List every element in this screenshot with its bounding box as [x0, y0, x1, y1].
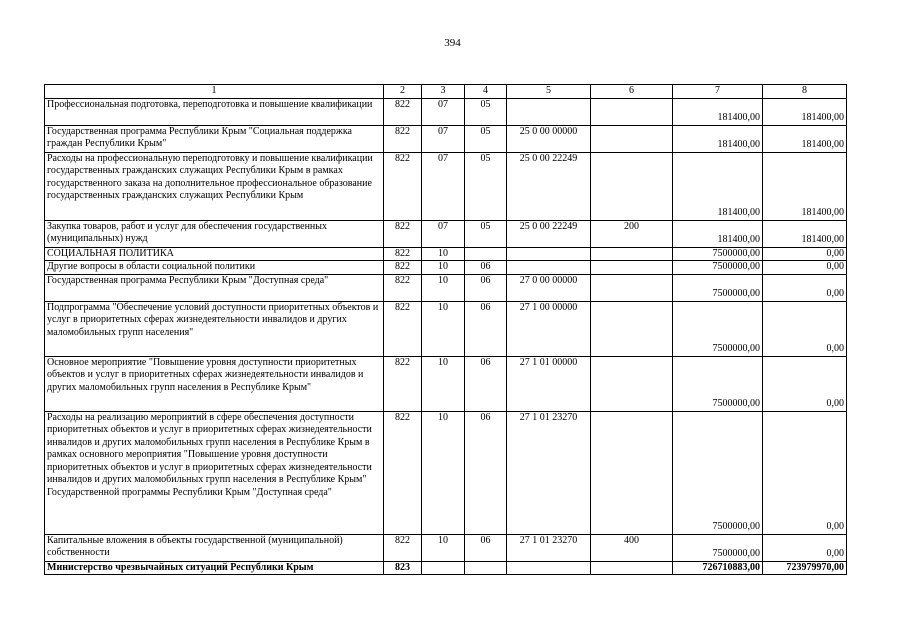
table-row [45, 98, 847, 125]
cell-col2: 822 [384, 247, 422, 261]
cell-col3: 07 [422, 98, 465, 125]
cell-col2: 822 [384, 152, 422, 220]
cell-col2: 822 [384, 261, 422, 275]
cell-col5: 27 0 00 00000 [507, 274, 591, 301]
cell-col5: 25 0 00 00000 [507, 125, 591, 152]
cell-col4: 05 [465, 125, 507, 152]
cell-col7: 181400,00 [673, 125, 763, 152]
cell-col2: 822 [384, 356, 422, 411]
cell-col8: 0,00 [763, 301, 847, 356]
cell-col3: 10 [422, 356, 465, 411]
row-name: Государственная программа Республики Крым "Социальная поддержка граждан Республики Крым" [45, 125, 384, 152]
table-row [45, 247, 847, 261]
cell-col7: 181400,00 [673, 152, 763, 220]
column-header: 7 [673, 85, 763, 99]
cell-col3 [422, 561, 465, 575]
table-row [45, 261, 847, 275]
cell-col2: 822 [384, 125, 422, 152]
cell-col3: 07 [422, 125, 465, 152]
row-name: Другие вопросы в области социальной политики [45, 261, 384, 275]
cell-col6 [591, 125, 673, 152]
cell-col7: 181400,00 [673, 220, 763, 247]
table-row-total [45, 561, 847, 575]
cell-col6 [591, 98, 673, 125]
cell-col4 [465, 561, 507, 575]
cell-col3: 10 [422, 301, 465, 356]
cell-col2: 822 [384, 411, 422, 534]
row-name: Основное мероприятие "Повышение уровня доступности приоритетных объектов и услуг в приоритетных сферах жизнедеятельности инвалидов и других маломобильных групп населения в Республике Крым" [45, 356, 384, 411]
cell-col2: 823 [384, 561, 422, 575]
row-name: Министерство чрезвычайных ситуаций Республики Крым [45, 561, 384, 575]
cell-col8: 181400,00 [763, 98, 847, 125]
row-name: Капитальные вложения в объекты государственной (муниципальной) собственности [45, 534, 384, 561]
cell-col5: 27 1 01 00000 [507, 356, 591, 411]
table-row [45, 534, 847, 561]
cell-col2: 822 [384, 534, 422, 561]
row-name: Расходы на реализацию мероприятий в сфере обеспечения доступности приоритетных объектов и услуг в приоритетных сферах жизнедеятельности инвалидов и других маломобильных групп населения в Республике Крым в рамках основного мероприятия "Повышение уровня доступности приоритетных объектов и услуг в приоритетных сферах жизнедеятельности инвалидов и других маломобильных групп населения в Республике Крым" Государственной программы Республики Крым "Доступная среда" [45, 411, 384, 534]
cell-col3: 10 [422, 261, 465, 275]
row-name: Подпрограмма "Обеспечение условий доступности приоритетных объектов и услуг в приоритетных сферах жизнедеятельности инвалидов и других маломобильных групп населения" [45, 301, 384, 356]
cell-col5: 27 1 01 23270 [507, 534, 591, 561]
cell-col6: 400 [591, 534, 673, 561]
cell-col4: 06 [465, 261, 507, 275]
column-header: 2 [384, 85, 422, 99]
cell-col8: 181400,00 [763, 220, 847, 247]
cell-col5: 27 1 00 00000 [507, 301, 591, 356]
cell-col8: 0,00 [763, 411, 847, 534]
table-row [45, 356, 847, 411]
cell-col5: 25 0 00 22249 [507, 220, 591, 247]
cell-col8: 0,00 [763, 247, 847, 261]
table-row [45, 411, 847, 534]
cell-col7: 726710883,00 [673, 561, 763, 575]
cell-col5 [507, 98, 591, 125]
cell-col3: 10 [422, 274, 465, 301]
cell-col6 [591, 261, 673, 275]
cell-col3: 07 [422, 220, 465, 247]
column-header: 1 [45, 85, 384, 99]
cell-col4: 05 [465, 152, 507, 220]
cell-col7: 7500000,00 [673, 356, 763, 411]
cell-col6: 200 [591, 220, 673, 247]
cell-col6 [591, 247, 673, 261]
cell-col4: 06 [465, 356, 507, 411]
row-name: Профессиональная подготовка, переподготовка и повышение квалификации [45, 98, 384, 125]
row-name: Расходы на профессиональную переподготовку и повышение квалификации государственных гражданских служащих Республики Крым в рамках государственного заказа на дополнительное профессиональное образование государственных гражданских служащих Республики Крым [45, 152, 384, 220]
table-row [45, 152, 847, 220]
cell-col8: 0,00 [763, 534, 847, 561]
column-header: 4 [465, 85, 507, 99]
cell-col8: 723979970,00 [763, 561, 847, 575]
row-name: СОЦИАЛЬНАЯ ПОЛИТИКА [45, 247, 384, 261]
cell-col4: 05 [465, 220, 507, 247]
cell-col8: 0,00 [763, 261, 847, 275]
table-row [45, 301, 847, 356]
cell-col7: 7500000,00 [673, 261, 763, 275]
cell-col6 [591, 561, 673, 575]
column-header: 6 [591, 85, 673, 99]
column-header: 8 [763, 85, 847, 99]
budget-table [44, 84, 847, 575]
cell-col7: 7500000,00 [673, 411, 763, 534]
cell-col6 [591, 411, 673, 534]
table-row [45, 274, 847, 301]
cell-col4: 05 [465, 98, 507, 125]
cell-col7: 7500000,00 [673, 301, 763, 356]
cell-col3: 07 [422, 152, 465, 220]
cell-col2: 822 [384, 220, 422, 247]
cell-col6 [591, 356, 673, 411]
column-header: 5 [507, 85, 591, 99]
cell-col2: 822 [384, 301, 422, 356]
cell-col3: 10 [422, 247, 465, 261]
page-number: 394 [444, 37, 461, 49]
table-header-row [45, 85, 847, 99]
cell-col5: 25 0 00 22249 [507, 152, 591, 220]
column-header: 3 [422, 85, 465, 99]
cell-col6 [591, 301, 673, 356]
cell-col4: 06 [465, 274, 507, 301]
cell-col4 [465, 247, 507, 261]
cell-col4: 06 [465, 534, 507, 561]
cell-col6 [591, 274, 673, 301]
table-row [45, 220, 847, 247]
row-name: Закупка товаров, работ и услуг для обеспечения государственных (муниципальных) нужд [45, 220, 384, 247]
row-name: Государственная программа Республики Крым "Доступная среда" [45, 274, 384, 301]
cell-col7: 7500000,00 [673, 534, 763, 561]
cell-col2: 822 [384, 274, 422, 301]
cell-col8: 0,00 [763, 356, 847, 411]
cell-col7: 181400,00 [673, 98, 763, 125]
cell-col4: 06 [465, 301, 507, 356]
cell-col3: 10 [422, 534, 465, 561]
cell-col5 [507, 261, 591, 275]
cell-col2: 822 [384, 98, 422, 125]
cell-col7: 7500000,00 [673, 247, 763, 261]
cell-col4: 06 [465, 411, 507, 534]
cell-col5: 27 1 01 23270 [507, 411, 591, 534]
cell-col8: 181400,00 [763, 152, 847, 220]
cell-col8: 0,00 [763, 274, 847, 301]
cell-col6 [591, 152, 673, 220]
cell-col3: 10 [422, 411, 465, 534]
cell-col5 [507, 561, 591, 575]
cell-col5 [507, 247, 591, 261]
cell-col7: 7500000,00 [673, 274, 763, 301]
cell-col8: 181400,00 [763, 125, 847, 152]
table-row [45, 125, 847, 152]
